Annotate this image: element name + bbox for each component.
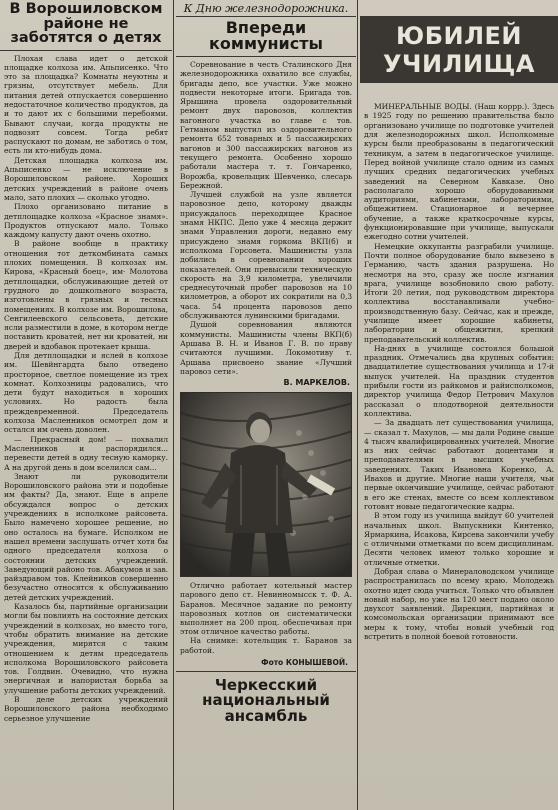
article-railway	[176, 0, 356, 810]
paragraph: Лучшей службой на узле является паровозное депо, которому дважды присуждалось переходящее Красное знамя НКПС. Депо уже 4 месяца держит знамя Управления дороги, недавно ему присуждено знамя горкома ВКП(б) и исполкома Горсовета. Машинисты узла добились в соревновании хороших показателей. Они превысили техническую скорость на 3,9 километра, увеличили среднесуточный пробег паровозов на 10 километров, а оборот их сократили на 0,3 часа. 54 процента паровозов депо обслуживаются лунинскими бригадами.	[180, 190, 352, 321]
headline: Черкесский национальный ансамбль	[176, 671, 356, 725]
paragraph: Для детплощадки и яслей в колхозе им. Шевйнгардта было отведено просторное, светлое помещение из трех комнат. Колхозницы радовались, что дети будут находиться в хороших условиях. Но радость была преждевременной. Председатель колхоза Масленников осмотрел дом и остался им очень доволен.	[4, 351, 168, 435]
article-children-care	[0, 0, 172, 810]
paragraph: — За двадцать лет существования училища, — сказал т. Махулов, — мы дали Родине свыше 4 тысяч квалифицированных учителей. Многие из них сейчас работают доцентами и преподавателями в высших учебных заведениях. Таких Ивановна Коренко, А. Ивахов и другие. Многие наши учителя, чьи первые окончившие училище, сейчас работают в его же стенах, вместе со всем коллективом готовят новые педагогические кадры.	[364, 418, 554, 511]
boiler-worker-photo	[181, 393, 352, 576]
paragraph: В районе вообще в практику отношения тот деткомбината самых плохих помещения. В колхозах им. Кирова, «Красный боец», им· Молотова детплощадки, обслуживающие детей от грудного до дошкольного возраста, изготовлены в грязных и тесных помещениях. В колхозе им. Ворошилова, Сенгилеевского сельсовета, детские ясли разместили в доме, в котором негде поставить кроватей, нет ни кроватей, ни дверей и вдобавок протекает крыша.	[4, 239, 168, 351]
paragraph: Плохая слава идет о детской площадке колхоза им. Апьписенко. Что это за площадка? Комнаты неуютны и грязны, отсутствует мебель. Для питания детей отпускается совершенно недостаточное количество продуктов, да и то дают их с большими перебоями. Бывают случаи, когда продукты не подвозят совсем. Тогда ребят распускают по домам, не заботясь о том, есть ли кто-нибудь дома.	[4, 53, 168, 156]
photo-caption	[176, 577, 356, 655]
paragraph: — Прекрасный дом! — похвалил Масленников и распорядился... перевести детей в одну тесную каморку. А на другой день в дом вселился сам...	[4, 434, 168, 472]
news-photo	[180, 392, 352, 577]
paragraph: МИНЕРАЛЬНЫЕ ВОДЫ. (Наш коррр.). Здесь в 1925 году по решению правительства было организовано училище по подготовке учителей для железнодорожных школ. Исполкомные курсы были преобразованы в педагогический техникум, а затем в педагогическое училище. Перед войной училище стало одним из самых лучших средних педагогических учебных заведений на Северном Кавказе. Оно располагало хорошо оборудованными аудиториями, кабинетами, лабораториями, общежитием. Стационарное и вечернее обучение, а также краткосрочные курсы, функционировавшие при училище, выпускали ежегодно сотни учителей.	[364, 102, 554, 242]
paragraph: Детская площадка колхоза им. Апьписенко — не исключение в Ворошиловском районе. Хороших детских учреждений в районе очень мало, зато плохих — сколько угодно.	[4, 155, 168, 202]
paragraph: В этом году из училища выйдут 60 учителей начальных школ. Выпускники Кинтенко, Ярмаркина, Исакова, Кирсева закончили учебу с отличными отметками по всем дисциплинам. Десяти человек имеют только хорошие и отличные отметки.	[364, 511, 554, 567]
paragraph: Добрая слава о Минераловодском училище распространилась по всему краю. Молодежь охотно идет сюда учиться. Только что объявлен новый набор, но уже на 120 мест подано около двухсот заявлений. Дирекция, партийная и комсомольская организации принимают все меры к тому, чтобы новый учебный год встретить в полной боевой готовности.	[364, 567, 554, 642]
headline: В Ворошиловском районе не заботятся о детях	[0, 0, 172, 51]
caption-text: На снимке: котельщик т. Баранов за работой.	[180, 636, 352, 655]
paragraph: Знают ли руководители Ворошиловского района эти и подобные им факты? Да, знают. Еще в апреле обсуждался вопрос о детских учреждениях в исполкоме райсовета. Было намечено хорошее решение, но оно осталось на бумаге. Исполком не нашел времени заслушать отчет хотя бы одного председателя колхоза о состоянии детских учреждений. Заведующий районо тов. Абакумов и зав. райздравом тов. Клейников совершенно безучастно относятся к обслуживанию детей детских учреждений.	[4, 471, 168, 602]
headline: Впереди коммунисты	[176, 17, 356, 57]
article-body	[0, 51, 172, 723]
paragraph: Немецкие оккупанты разграбили училище. Почти полное оборудование было вывезено в Германию, часть здания разрушена. Но несмотря на это, сразу же после изгнания врага, училище возобновило свою работу. Итоги 20 летия, под руководством директора коллектива восстанавливали учебно-производственную базу. Сейчас, как и прежде, училище имеет хорошие кабинеты, лаборатории и общежития, крепкий преподавательский коллектив.	[364, 241, 554, 344]
article-school-jubilee	[360, 0, 558, 810]
headline: ЮБИЛЕЙ УЧИЛИЩА	[360, 16, 558, 83]
article-body	[360, 99, 558, 641]
paragraph: В деле детских учреждений Ворошиловского района необходимо серьезное улучшение	[4, 694, 168, 723]
column-rule	[173, 0, 174, 810]
kicker: К Дню железнодорожника.	[176, 0, 356, 17]
column-rule	[357, 0, 358, 810]
photo-credit: Фото КОНЫШЕВОЙ.	[261, 657, 348, 667]
paragraph: На-днях в училище состоялся большой праздник. Отмечались два крупных события: двадцатилетие существования училища и 17-й выпуск учителей. На праздник студентов прибыли гости из райкомов и райисполкомов, директор училища Федор Петрович Махулов рассказал о плодотворной деятельности коллектива.	[364, 343, 554, 418]
caption-text: Отлично работает котельный мастер парового депо ст. Невинномысск т. Ф. А. Баранов. Месячное задание по ремонту паровозных котлов он систематически выполняет на 200 проц. обеспечивая при этом отличное качество работы.	[180, 581, 352, 637]
paragraph: Душой соревнования являются коммунисты. Машинисты члены ВКП(б) Аршава В. Н. и Иванов Г. В. по праву считаются лучшими. Локомотиву т. Аршава присвоено звание «Лучший паровоз сети».	[180, 320, 352, 376]
article-body	[176, 57, 356, 376]
paragraph: Соревнование в честь Сталинского Дня железнодорожника охватило все службы, бригады депо, все участки. Уже можно подвести некоторые итоги. Бригада тов. Ярышина провела оздоровительный ремонт двух паровозов, коллектив вагонного участка во главе с тов. Гетманом выпустил из оздоровительного ремонта 652 товарных и 5 пассажирских вагонов и 300 пассажирских вагонов из текущего ремонта. Особенно хорошо работали мастера т. т. Гончаренко, Ворожба, кровельщик Шевченко, слесарь Бережной.	[180, 60, 352, 190]
paragraph: Плохо организовано питание в детплощадке колхоза «Красное знамя». Продуктов отпускают мало. Только каждому капусту дают очень охотно.	[4, 202, 168, 240]
paragraph: Казалось бы, партийные организации могли бы повлиять на состояние детских учреждений в колхозах, но вместо того, чтобы обратить внимание на детские учреждения, мирятся с таким отношением к детям председатель исполкома Ворошиловского райсовета тов. Голдвин. Очевидно, что нужна энергичная и напористая борьба за улучшение работы детских учреждений.	[4, 602, 168, 695]
byline: В. МАРКЕЛОВ.	[283, 378, 350, 388]
